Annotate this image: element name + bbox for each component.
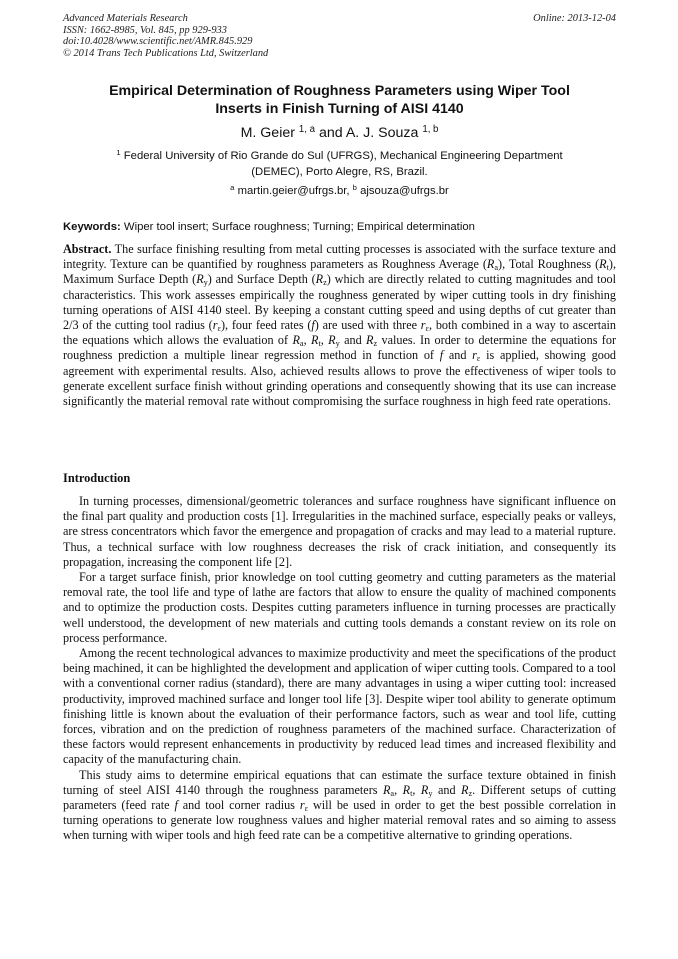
journal-header xyxy=(63,13,616,59)
abstract-label: Abstract. xyxy=(63,242,112,256)
intro-var: R xyxy=(461,782,469,797)
abstract-text: , xyxy=(320,333,329,348)
abstract-var: r xyxy=(472,348,477,363)
author-conjunction: and xyxy=(318,125,343,141)
abstract-sub: t xyxy=(606,263,609,273)
abstract-var: R xyxy=(599,257,607,272)
abstract-var: R xyxy=(292,333,300,348)
introduction-body xyxy=(63,494,616,844)
intro-var: R xyxy=(420,782,429,797)
abstract-text: values. In order to determine the equations for roughness prediction a multiple linear regression method in function of xyxy=(63,333,617,363)
copyright-line: © 2014 Trans Tech Publications Ltd, Switzerland xyxy=(63,47,269,59)
abstract-text: ) and Surface Depth ( xyxy=(207,272,316,287)
keywords xyxy=(63,220,616,234)
journal-name: Advanced Materials Research xyxy=(63,13,188,24)
abstract-text: ), Total Roughness ( xyxy=(498,257,600,272)
keywords-label: Keywords: xyxy=(63,221,121,233)
abstract-text: ) which are directly related to cutting magnitudes and tool characteristics. This work assesses empirically the roughness generated by wiper cutting tools in dry finishing turning operations of AISI 4140 steel. By keeping a constant cutting speed and using depths of cut greater than 2/3 of the cutting tool radius ( xyxy=(63,272,617,333)
email-marker-a: a xyxy=(230,183,235,193)
abstract-sub: y xyxy=(203,278,208,288)
abstract-text: and xyxy=(339,333,367,348)
abstract-var: R xyxy=(196,272,204,287)
abstract-sub: t xyxy=(318,339,321,349)
keywords-text: Wiper tool insert; Surface roughness; Turning; Empirical determination xyxy=(123,221,475,233)
affiliation-line-2: (DEMEC), Porto Alegre, RS, Brazil. xyxy=(251,165,428,178)
abstract-var: r xyxy=(420,318,426,333)
intro-paragraph-1: In turning processes, dimensional/geometric tolerances and surface roughness have significant influence on the final part quality and production costs [1]. Irregularities in the machined surface, especially peaks or valleys, are stress concentrators which favor the emergence and propagation of cracks and may lead to a material rupture. Thus, a technical surface with low roughness decreases the risk of crack initiation, and consequently its propagation, increasing the component life [2]. xyxy=(63,494,616,569)
intro-sub: y xyxy=(428,788,433,798)
abstract-var: r xyxy=(212,318,218,333)
abstract-sub: ε xyxy=(425,324,430,334)
intro-text: and xyxy=(432,782,462,797)
issn-line: ISSN: 1662-8985, Vol. 845, pp 929-933 xyxy=(63,24,227,36)
abstract-sub: y xyxy=(335,339,340,349)
abstract-text: is applied, showing good agreement with experimental results. Also, achieved results allows to prove the effectiveness of wiper tools to generate excellent surface finish without grinding operations and consequently showing that its use can increase significantly the material removal rate without compromising the surface roughness in high feed rate operations. xyxy=(63,348,617,409)
abstract-var: f xyxy=(311,318,315,333)
email-line xyxy=(63,184,616,199)
intro-var: r xyxy=(299,798,305,813)
affiliation xyxy=(63,149,616,181)
intro-var: R xyxy=(402,782,411,797)
intro-text: , xyxy=(412,782,421,797)
affiliation-marker: 1 xyxy=(116,148,121,158)
author-2: A. J. Souza xyxy=(345,125,419,141)
abstract xyxy=(63,242,616,409)
abstract-var: R xyxy=(310,333,319,348)
abstract-text: The surface finishing resulting from metal cutting processes is associated with the surface texture and integrity. Texture can be quantified by roughness parameters as Roughness Average ( xyxy=(63,242,617,272)
abstract-sub: a xyxy=(299,339,304,349)
abstract-text: , both combined in a way to ascertain the equations which allows the evaluation of xyxy=(63,318,616,348)
intro-var: f xyxy=(174,798,178,813)
intro-paragraph-3: Among the recent technological advances to maximize productivity and meet the specifications of the product being machined, it can be highlighted the development and application of wiper cutting tools. Compared to a tool with a conventional corner radius (standard), there are many advantages in using a wiper cutting tool: increased productivity, improved machined surface and longer tool life [3]. Despite wiper tool ability to generate optimum finishing little is known about the evaluation of their performance factors, such as wear and tool life, cutting forces, vibration and on the prediction of roughness parameters of the machined surface. Characterization of these factors would represent enhancements in productivity by reduced lead times and increased flexibility and capacity of the manufacturing chain. xyxy=(63,646,616,767)
abstract-var: R xyxy=(315,272,324,287)
intro-sub: t xyxy=(410,788,413,798)
title-line-1: Empirical Determination of Roughness Parameters using Wiper Tool xyxy=(109,83,570,99)
abstract-text: ), four feed rates ( xyxy=(220,318,312,333)
doi-line: doi:10.4028/www.scientific.net/AMR.845.929 xyxy=(63,36,253,48)
author-1: M. Geier xyxy=(240,125,295,141)
paper-title xyxy=(63,82,616,118)
abstract-text: ), Maximum Surface Depth ( xyxy=(63,257,616,287)
abstract-sub: ε xyxy=(217,324,221,334)
author-2-affil: 1, b xyxy=(422,124,439,136)
intro-text: This study aims to determine empirical equations that can estimate the surface texture obtained in finish turning of steel AISI 4140 through the roughness parameters xyxy=(63,767,616,797)
abstract-var: R xyxy=(486,257,495,272)
author-line xyxy=(63,123,616,143)
abstract-var: f xyxy=(439,348,444,363)
email-b[interactable]: ajsouza@ufrgs.br xyxy=(360,185,449,197)
abstract-text: and xyxy=(443,348,473,363)
abstract-var: R xyxy=(328,333,336,348)
intro-text: will be used in order to get the best possible correlation in turning operations to generate low roughness values and higher material removal rates and so aiming to assess when turning with wiper tools and high feed rate can be a competitive alternative to grinding operations. xyxy=(63,798,616,843)
email-a[interactable]: martin.geier@ufrgs.br, xyxy=(237,185,350,197)
intro-var: R xyxy=(382,782,391,797)
abstract-sub: ε xyxy=(476,354,481,364)
intro-text: and tool corner radius xyxy=(177,798,300,813)
affiliation-line-1: Federal University of Rio Grande do Sul (UFRGS), Mechanical Engineering Department xyxy=(123,150,563,162)
email-marker-b: b xyxy=(352,183,357,193)
intro-paragraph-4 xyxy=(63,768,616,844)
introduction-heading: Introduction xyxy=(63,471,131,485)
author-1-affil: 1, a xyxy=(298,124,316,136)
title-line-2: Inserts in Finish Turning of AISI 4140 xyxy=(215,101,464,117)
abstract-text: ) are used with three xyxy=(314,318,421,333)
intro-paragraph-2: For a target surface finish, prior knowledge on tool cutting geometry and cutting parameters as the material removal rate, the tool life and type of lathe are factors that allow to ensure the quality of machined components and to optimize the production costs. Despites cutting parameters influence in turning processes are practically well understood, the development of new materials and cutting tools demands a constant review on its role on process performance. xyxy=(63,570,616,645)
online-date: Online: 2013-12-04 xyxy=(533,13,616,24)
abstract-text: , xyxy=(303,333,311,348)
intro-text: . Different setups of cutting parameters (feed rate xyxy=(63,782,616,813)
intro-sub: ε xyxy=(304,804,309,814)
intro-sub: z xyxy=(468,788,473,798)
intro-text: , xyxy=(394,782,403,797)
abstract-sub: z xyxy=(323,278,327,288)
intro-sub: a xyxy=(390,788,395,798)
abstract-var: R xyxy=(366,333,374,348)
abstract-sub: a xyxy=(494,263,499,273)
abstract-sub: z xyxy=(373,339,378,349)
